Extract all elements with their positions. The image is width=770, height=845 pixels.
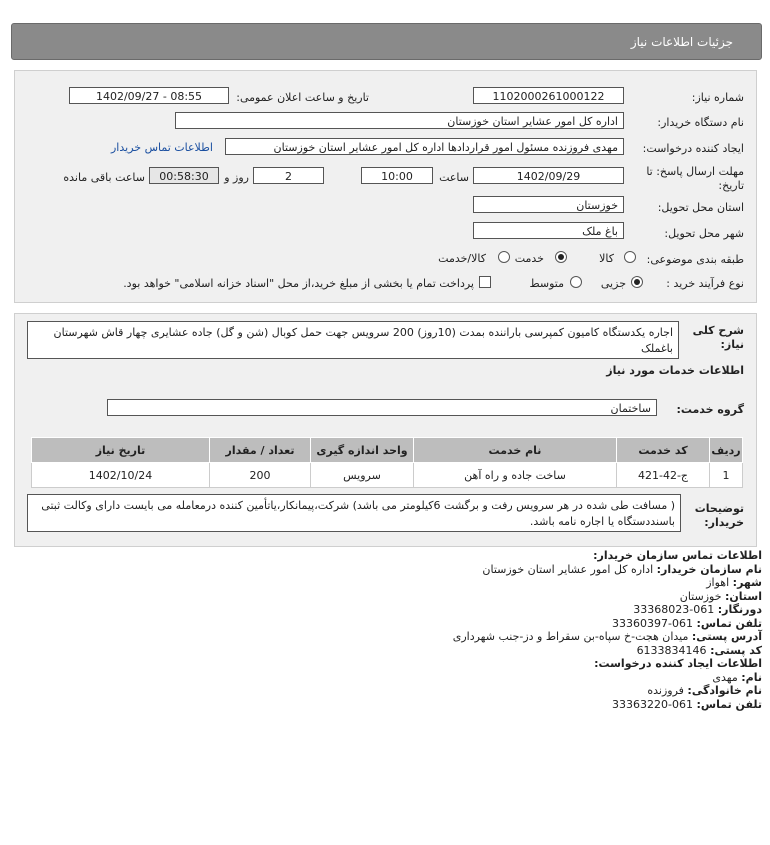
process-label: نوع فرآیند خرید : (666, 277, 744, 290)
column-header: تعداد / مقدار (210, 438, 311, 463)
deadline-label: مهلت ارسال پاسخ: تا (646, 165, 744, 178)
province-label: استان: (725, 589, 762, 603)
table-row (32, 463, 743, 488)
need-number-label: شماره نیاز: (691, 91, 744, 104)
category-goods-label: کالا (599, 252, 614, 265)
family-label: نام خانوادگی: (687, 684, 762, 697)
table-header-row (32, 438, 743, 463)
contact-section-title: اطلاعات تماس سازمان خریدار: (593, 549, 762, 562)
city-field: باغ ملک (473, 222, 624, 239)
category-mixed-radio[interactable] (498, 251, 510, 263)
buyer-contact-info (22, 549, 762, 711)
announce-field: 1402/09/27 - 08:55 (69, 87, 229, 104)
address-label: آدرس پستی: (691, 630, 762, 643)
creator-field: مهدی فروزنده مسئول امور قراردادها اداره کل امور عشایر استان خوزستان (225, 138, 624, 155)
fax-label: دورنگار: (717, 603, 762, 616)
deadline-label-2: تاریخ: (718, 179, 744, 192)
need-info-panel (14, 70, 757, 303)
process-medium-radio[interactable] (570, 276, 582, 288)
city-value: اهواز (706, 576, 730, 589)
column-header: کد خدمت (617, 438, 710, 463)
province-label: استان محل تحویل: (657, 201, 744, 214)
name-value: مهدی (712, 670, 738, 684)
remaining-time-field: 00:58:30 (149, 167, 219, 184)
need-date: 1402/10/24 (32, 463, 210, 488)
postal-label: کد پستی: (710, 643, 762, 657)
creator-label: ایجاد کننده درخواست: (642, 142, 744, 155)
buyer-contact-link[interactable]: اطلاعات تماس خریدار (111, 141, 213, 154)
city-label: شهر محل تحویل: (664, 227, 744, 240)
name-label: نام: (741, 670, 762, 684)
creator-phone-label: تلفن تماس: (696, 697, 762, 711)
process-medium-label: متوسط (529, 277, 564, 290)
description-text: اجاره یکدستگاه کامیون کمپرسی باراننده بمدت (10روز) 200 سرویس جهت حمل کوبال (شن و گل) جاده عشایری چهار قاش شهرستان باغملک (27, 321, 679, 359)
category-service-radio[interactable] (555, 251, 567, 263)
description-label: شرح کلی (692, 324, 744, 337)
category-label: طبقه بندی موضوعی: (646, 253, 744, 266)
need-details-panel (14, 313, 757, 547)
service-code: ج-42-421 (617, 463, 710, 488)
org-value: اداره کل امور عشایر استان خوزستان (482, 562, 654, 576)
province-value: خوزستان (679, 589, 722, 603)
category-service-label: خدمت (514, 252, 544, 265)
service-name: ساخت جاده و راه آهن (414, 463, 617, 488)
fax-value: 061-33368023 (633, 603, 715, 616)
phone-label: تلفن تماس: (696, 616, 762, 630)
need-number-field: 1102000261000122 (473, 87, 624, 104)
phone-value: 061-33360397 (612, 616, 694, 630)
service-group-label: گروه خدمت: (676, 403, 744, 416)
deadline-time-field: 10:00 (361, 167, 433, 184)
address-value: میدان هجت-خ سپاه-بن سقراط و دز-جنب شهرداری (452, 630, 689, 643)
description-label-2: نیاز: (720, 338, 744, 351)
org-label: نام سازمان خریدار: (656, 562, 762, 576)
process-minor-label: جزیی (600, 277, 626, 290)
column-header: تاریخ نیاز (32, 438, 210, 463)
page-title: جزئیات اطلاعات نیاز (630, 35, 733, 49)
time-label: ساعت (439, 171, 469, 184)
page-header (11, 23, 762, 60)
quantity: 200 (210, 463, 311, 488)
row-number: 1 (710, 463, 743, 488)
buyer-notes-text: ( مسافت طی شده در هر سرویس رفت و برگشت 6کیلومتر می باشد) شرکت،پیمانکار،یاتأمین کننده درمعامله می بایست دارای وکالت ثبتی باسنددستگاه یا اجاره نامه باشد. (27, 494, 681, 532)
column-header: واحد اندازه گیری (311, 438, 414, 463)
postal-value: 6133834146 (636, 643, 707, 657)
province-field: خوزستان (473, 196, 624, 213)
family-value: فروزنده (647, 684, 684, 697)
category-goods-radio[interactable] (624, 251, 636, 263)
buyer-field: اداره کل امور عشایر استان خوزستان (175, 112, 624, 129)
services-table (31, 437, 743, 488)
process-minor-radio[interactable] (631, 276, 643, 288)
unit: سرویس (311, 463, 414, 488)
buyer-notes-label: توضیحات (694, 502, 744, 515)
city-label: شهر: (732, 576, 762, 589)
creator-phone-value: 061-33363220 (612, 697, 694, 711)
remaining-label: ساعت باقی مانده (63, 171, 145, 184)
services-heading: اطلاعات خدمات مورد نیاز (606, 364, 744, 377)
buyer-notes-label-2: خریدار: (704, 516, 744, 529)
category-mixed-label: کالا/خدمت (438, 252, 486, 265)
buyer-label: نام دستگاه خریدار: (657, 116, 744, 129)
creator-section-title: اطلاعات ایجاد کننده درخواست: (594, 657, 762, 670)
announce-label: تاریخ و ساعت اعلان عمومی: (236, 91, 369, 104)
payment-note: پرداخت تمام یا بخشی از مبلغ خرید،از محل "اسناد خزانه اسلامی" خواهد بود. (123, 277, 474, 290)
service-group-field: ساختمان (107, 399, 657, 416)
days-label: روز و (224, 171, 249, 184)
deadline-date-field: 1402/09/29 (473, 167, 624, 184)
column-header: نام خدمت (414, 438, 617, 463)
column-header: ردیف (710, 438, 743, 463)
days-field: 2 (253, 167, 324, 184)
treasury-payment-checkbox[interactable] (479, 276, 491, 288)
